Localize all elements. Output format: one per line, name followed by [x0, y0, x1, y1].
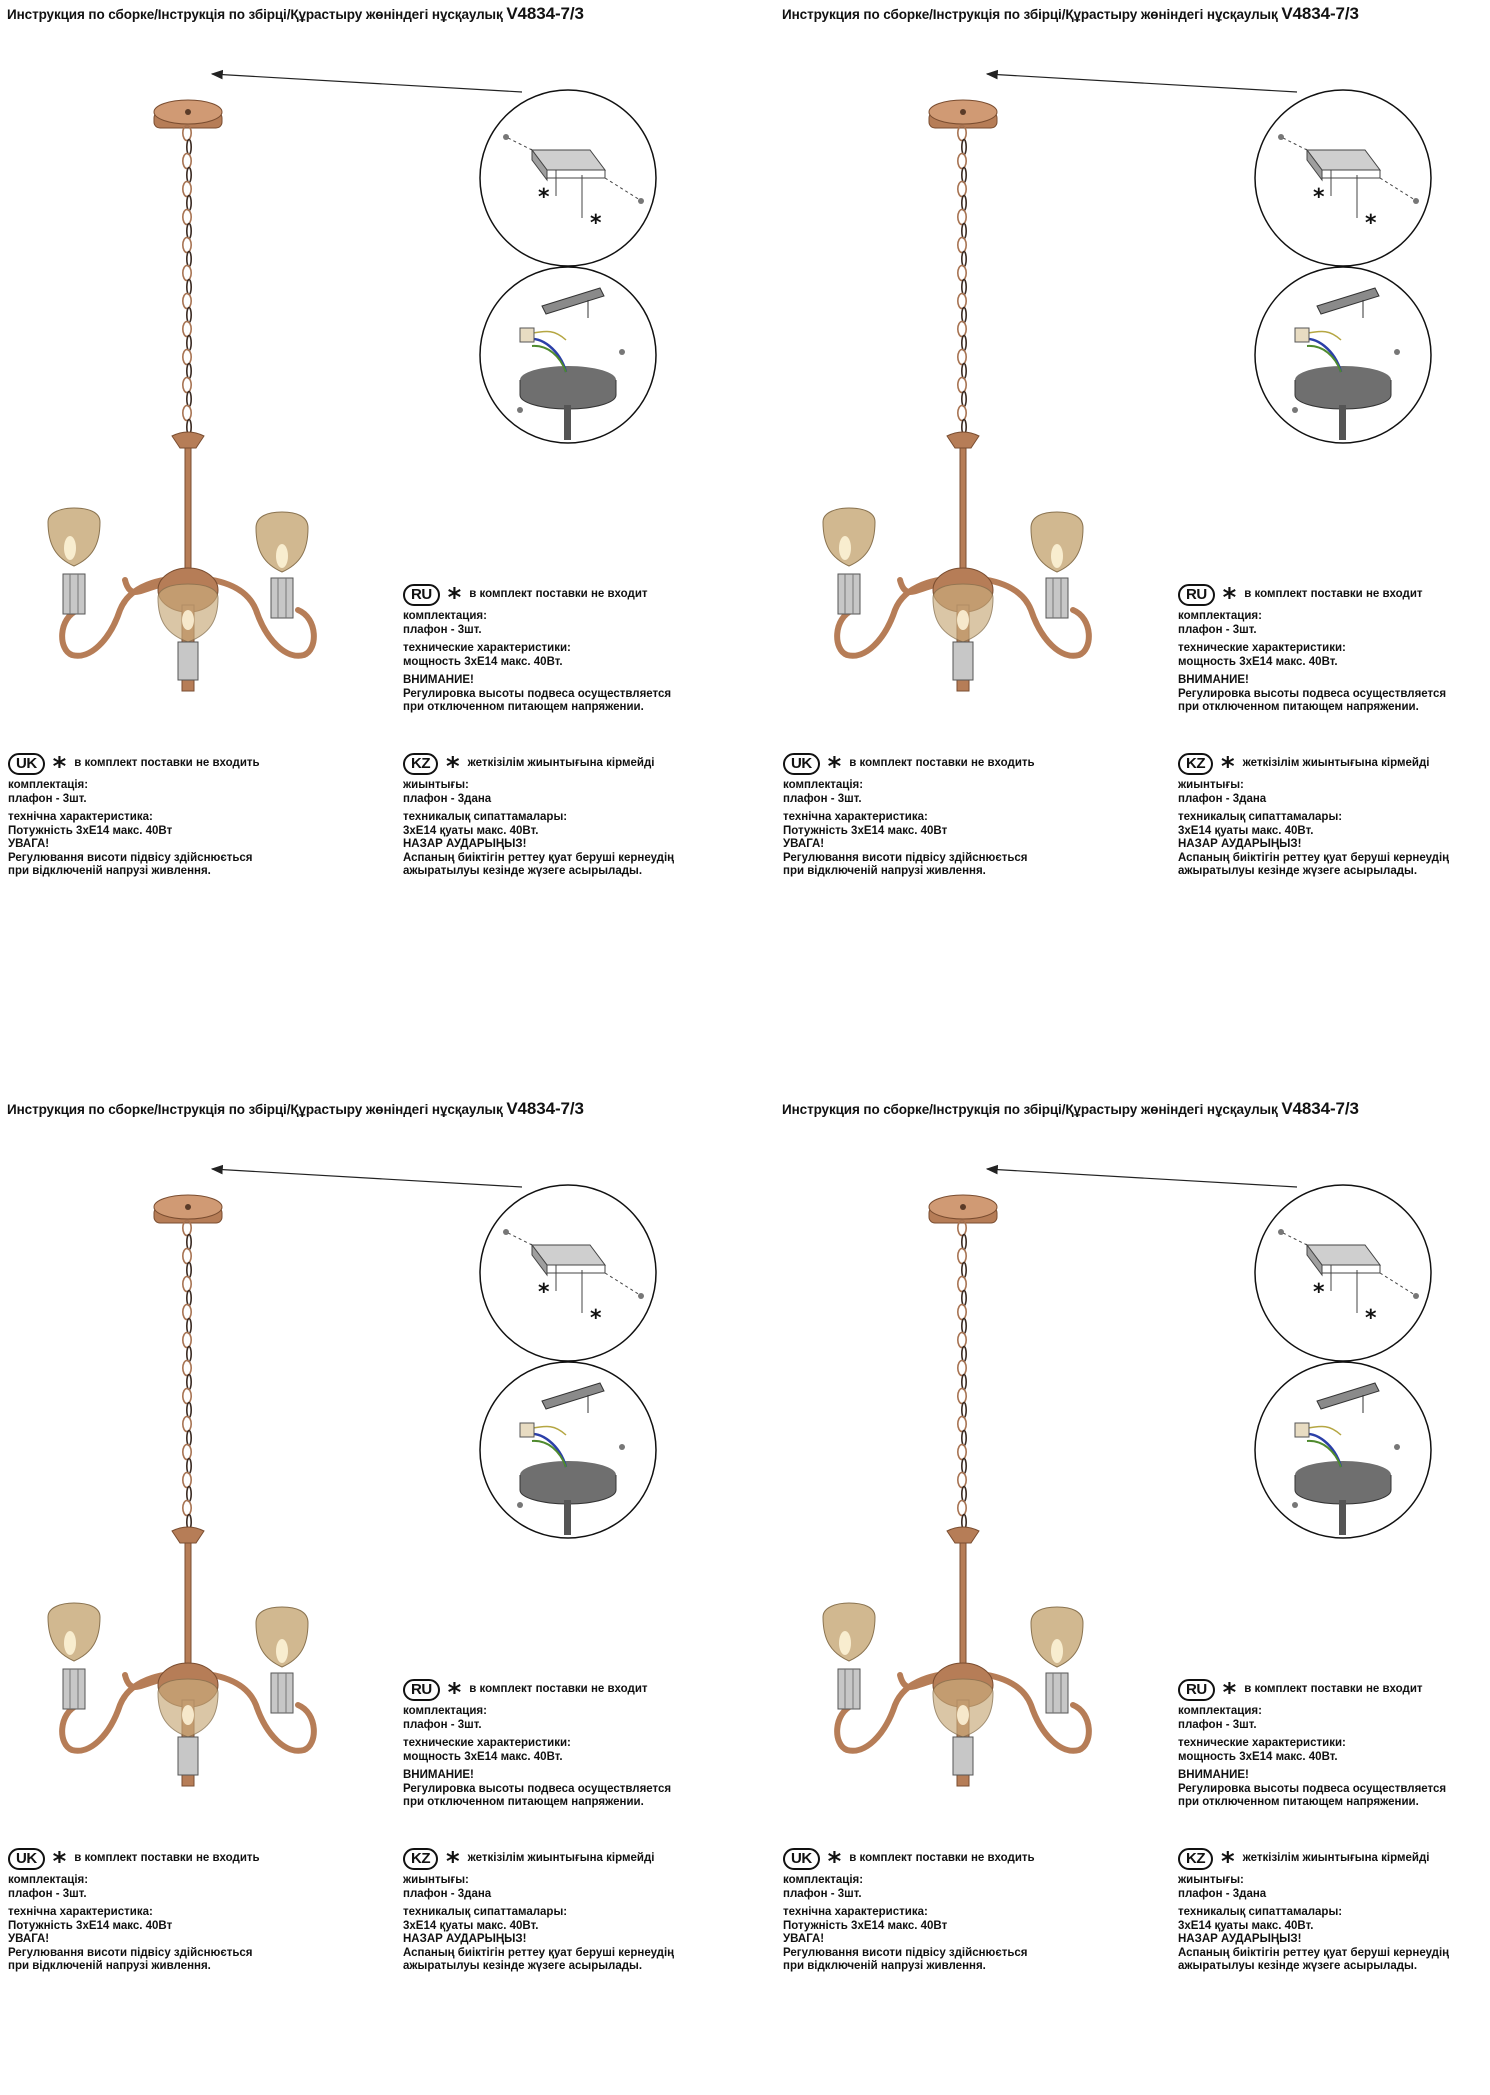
kz-badge: KZ: [1178, 1848, 1213, 1870]
chain-link: [187, 1375, 191, 1390]
ru-warning-label: ВНИМАНИЕ!: [403, 1769, 474, 1781]
kz-not-included-note: жеткізілім жиынтығына кірмейді: [1242, 1852, 1430, 1865]
ru-specs-label: технические характеристики:: [403, 642, 571, 654]
ru-kit-label: комплектация:: [1178, 1705, 1262, 1717]
ru-specs-value: мощность 3хЕ14 макс. 40Вт.: [1178, 655, 1338, 668]
chain-link: [183, 1305, 191, 1320]
ceiling-canopy: [929, 100, 997, 128]
chain-link: [183, 154, 191, 169]
bracket-detail: [1255, 1185, 1431, 1361]
ceiling-canopy: [929, 1195, 997, 1223]
chain-link: [958, 1417, 966, 1432]
chain-link: [187, 140, 191, 155]
chain-link: [962, 280, 966, 295]
kz-kit-value: плафон - 3дана: [403, 792, 492, 805]
chain-link: [962, 1347, 966, 1362]
kz-kit-label: жиынтығы:: [403, 1874, 469, 1886]
kz-kit-label: жиынтығы:: [403, 779, 469, 791]
uk-kit-value: плафон - 3шт.: [783, 792, 862, 805]
instruction-sheet: [0, 0, 745, 1000]
chain: [183, 126, 191, 435]
chain-link: [183, 1361, 191, 1376]
kz-specs-label: техникалық сипаттамалары:: [1178, 1906, 1343, 1918]
uk-kit-label: комплектація:: [783, 1874, 864, 1886]
kz-warning-line2: ажыратылуы кезінде жүзеге асырылады.: [403, 865, 643, 877]
chain-link: [183, 406, 191, 421]
chain-link: [958, 210, 966, 225]
uk-badge: UK: [8, 1848, 45, 1870]
asterisk-icon: *: [827, 752, 842, 782]
uk-not-included-note: в комплект поставки не входить: [74, 757, 260, 770]
chain-link: [187, 1347, 191, 1362]
chain-link: [958, 1305, 966, 1320]
chain-link: [187, 1291, 191, 1306]
chain-link: [187, 168, 191, 183]
ru-specs-label: технические характеристики:: [403, 1737, 571, 1749]
chain-link: [183, 350, 191, 365]
chain-link: [183, 1417, 191, 1432]
chain-link: [962, 308, 966, 323]
uk-specs-label: технічна характеристика:: [783, 1906, 928, 1918]
chain-link: [183, 1249, 191, 1264]
chain-link: [962, 364, 966, 379]
uk-warning-line2: при відключеній напрузі живлення.: [8, 1960, 211, 1972]
chain-link: [962, 1459, 966, 1474]
asterisk-icon: *: [590, 1306, 602, 1331]
ru-warning-line1: Регулировка высоты подвеса осуществляется: [1178, 1782, 1447, 1795]
ru-kit-value: плафон - 3шт.: [1178, 1718, 1257, 1731]
kz-kit-value: плафон - 3дана: [1178, 792, 1267, 805]
asterisk-icon: *: [52, 1847, 67, 1877]
uk-not-included-note: в комплект поставки не входить: [849, 757, 1035, 770]
kz-specs-label: техникалық сипаттамалары:: [1178, 811, 1343, 823]
kz-specs-label: техникалық сипаттамалары:: [403, 1906, 568, 1918]
left-shade: [823, 1603, 875, 1709]
ru-warning-line2: при отключенном питающем напряжении.: [1178, 701, 1419, 713]
right-shade: [1031, 512, 1083, 618]
chain-link: [187, 252, 191, 267]
uk-warning-label: УВАГА!: [8, 838, 50, 850]
chain-link: [187, 1403, 191, 1418]
chain-link: [962, 1263, 966, 1278]
chain-link: [962, 1291, 966, 1306]
uk-warning-line1: Регулювання висоти підвісу здійснюється: [8, 1946, 253, 1959]
uk-warning-label: УВАГА!: [783, 1933, 825, 1945]
kz-warning-line1: Аспаның биіктігін реттеу қуат беруші кернеудің: [1178, 1946, 1450, 1959]
chain-link: [187, 1263, 191, 1278]
ru-specs-value: мощность 3хЕ14 макс. 40Вт.: [403, 1750, 563, 1763]
ru-badge: RU: [1178, 1679, 1215, 1701]
asterisk-icon: *: [1222, 1678, 1237, 1708]
wiring-detail: [480, 267, 656, 443]
kz-specs-label: техникалық сипаттамалары:: [403, 811, 568, 823]
kz-warning-line2: ажыратылуы кезінде жүзеге асырылады.: [1178, 1960, 1418, 1972]
title-text: Инструкция по сборке/Інструкція по збірці/Құрастыру жөніндегі нұсқаулық: [782, 1102, 1278, 1117]
bracket-detail: [480, 1185, 656, 1361]
chain-link: [958, 1389, 966, 1404]
kz-section: [1178, 1847, 1449, 1974]
chain-link: [183, 1333, 191, 1348]
left-shade: [823, 508, 875, 614]
uk-warning-line2: при відключеній напрузі живлення.: [783, 865, 986, 877]
asterisk-icon: *: [1313, 1280, 1325, 1305]
uk-badge: UK: [783, 1848, 820, 1870]
ru-kit-value: плафон - 3шт.: [1178, 623, 1257, 636]
rod: [947, 1527, 979, 1673]
model-code: V4834-7/3: [506, 1099, 584, 1118]
chain-link: [183, 182, 191, 197]
asterisk-icon: *: [1222, 583, 1237, 613]
chain-link: [962, 1403, 966, 1418]
rod: [172, 1527, 204, 1673]
right-shade: [1031, 1607, 1083, 1713]
chain-link: [958, 378, 966, 393]
chain-link: [962, 224, 966, 239]
chain-link: [958, 1277, 966, 1292]
instruction-sheet: [0, 1095, 745, 2095]
chain-link: [958, 1501, 966, 1516]
pointer-arrow: [987, 74, 1297, 92]
ru-specs-value: мощность 3хЕ14 макс. 40Вт.: [403, 655, 563, 668]
uk-specs-label: технічна характеристика:: [783, 811, 928, 823]
chain-link: [183, 1389, 191, 1404]
ru-kit-value: плафон - 3шт.: [403, 623, 482, 636]
kz-warning-line1: Аспаның биіктігін реттеу қуат беруші кернеудің: [1178, 851, 1450, 864]
asterisk-icon: *: [538, 1280, 550, 1305]
uk-warning-label: УВАГА!: [783, 838, 825, 850]
asterisk-icon: *: [590, 211, 602, 236]
chain-link: [962, 140, 966, 155]
bracket-detail: [480, 90, 656, 266]
pointer-arrow: [212, 74, 522, 92]
asterisk-icon: *: [446, 1847, 460, 1877]
title-text: Инструкция по сборке/Інструкція по збірці/Құрастыру жөніндегі нұсқаулық: [782, 7, 1278, 22]
rod: [947, 432, 979, 578]
model-code: V4834-7/3: [1281, 4, 1359, 23]
kz-specs-value: 3хЕ14 қуаты макс. 40Вт.: [1178, 824, 1314, 837]
chain-link: [187, 196, 191, 211]
chain-link: [187, 364, 191, 379]
ru-not-included-note: в комплект поставки не входит: [1244, 588, 1423, 601]
ceiling-canopy: [154, 100, 222, 128]
center-shade: [158, 1679, 218, 1775]
ru-warning-label: ВНИМАНИЕ!: [403, 674, 474, 686]
uk-warning-line1: Регулювання висоти підвісу здійснюється: [783, 1946, 1028, 1959]
chain-link: [183, 1277, 191, 1292]
chain-link: [958, 406, 966, 421]
chain: [183, 1221, 191, 1530]
chain-link: [183, 294, 191, 309]
uk-warning-label: УВАГА!: [8, 1933, 50, 1945]
asterisk-icon: *: [52, 752, 67, 782]
chain-link: [187, 224, 191, 239]
chain-link: [183, 322, 191, 337]
instruction-sheet: [775, 1095, 1490, 2095]
kz-warning-label: НАЗАР АУДАРЫҢЫЗ!: [403, 838, 527, 850]
title-text: Инструкция по сборке/Інструкція по збірці/Құрастыру жөніндегі нұсқаулық: [7, 7, 503, 22]
kz-badge: KZ: [403, 753, 438, 775]
uk-specs-label: технічна характеристика:: [8, 811, 153, 823]
pointer-arrow: [987, 1169, 1297, 1187]
kz-specs-value: 3хЕ14 қуаты макс. 40Вт.: [1178, 1919, 1314, 1932]
ru-badge: RU: [403, 584, 440, 606]
uk-kit-label: комплектація:: [783, 779, 864, 791]
kz-warning-label: НАЗАР АУДАРЫҢЫЗ!: [1178, 1933, 1302, 1945]
bracket-detail: [1255, 90, 1431, 266]
kz-not-included-note: жеткізілім жиынтығына кірмейді: [1242, 757, 1430, 770]
title-text: Инструкция по сборке/Інструкція по збірці/Құрастыру жөніндегі нұсқаулық: [7, 1102, 503, 1117]
uk-section: [783, 752, 1035, 879]
uk-warning-line2: при відключеній напрузі живлення.: [783, 1960, 986, 1972]
ru-not-included-note: в комплект поставки не входит: [469, 1683, 648, 1696]
chain-link: [962, 1375, 966, 1390]
uk-specs-label: технічна характеристика:: [8, 1906, 153, 1918]
chain-link: [187, 392, 191, 407]
ceiling-canopy: [154, 1195, 222, 1223]
wiring-detail: [480, 1362, 656, 1538]
uk-badge: UK: [783, 753, 820, 775]
ru-specs-label: технические характеристики:: [1178, 1737, 1346, 1749]
chain-link: [187, 308, 191, 323]
chain-link: [962, 392, 966, 407]
chain-link: [183, 1501, 191, 1516]
asterisk-icon: *: [1221, 1847, 1235, 1877]
uk-kit-value: плафон - 3шт.: [8, 1887, 87, 1900]
chain-link: [187, 336, 191, 351]
chain-link: [183, 210, 191, 225]
uk-specs-value: Потужність 3хЕ14 макс. 40Вт: [8, 1919, 173, 1932]
wiring-detail: [1255, 267, 1431, 443]
chain-link: [183, 1473, 191, 1488]
asterisk-icon: *: [1313, 185, 1325, 210]
kz-badge: KZ: [1178, 753, 1213, 775]
uk-specs-value: Потужність 3хЕ14 макс. 40Вт: [783, 824, 948, 837]
ru-kit-label: комплектация:: [1178, 610, 1262, 622]
chain-link: [187, 1235, 191, 1250]
ru-kit-label: комплектация:: [403, 1705, 487, 1717]
uk-section: [8, 752, 260, 879]
ru-warning-line2: при отключенном питающем напряжении.: [1178, 1796, 1419, 1808]
model-code: V4834-7/3: [1281, 1099, 1359, 1118]
kz-specs-value: 3хЕ14 қуаты макс. 40Вт.: [403, 1919, 539, 1932]
right-shade: [256, 1607, 308, 1713]
chain-link: [958, 182, 966, 197]
ru-badge: RU: [1178, 584, 1215, 606]
uk-not-included-note: в комплект поставки не входить: [74, 1852, 260, 1865]
center-shade: [933, 584, 993, 680]
rod: [172, 432, 204, 578]
ru-section: [403, 1678, 671, 1810]
kz-kit-value: плафон - 3дана: [403, 1887, 492, 1900]
asterisk-icon: *: [1365, 1306, 1377, 1331]
chain-link: [958, 1249, 966, 1264]
ru-warning-line1: Регулировка высоты подвеса осуществляется: [403, 1782, 672, 1795]
kz-badge: KZ: [403, 1848, 438, 1870]
kz-not-included-note: жеткізілім жиынтығына кірмейді: [467, 757, 655, 770]
ru-badge: RU: [403, 1679, 440, 1701]
ru-not-included-note: в комплект поставки не входит: [469, 588, 648, 601]
asterisk-icon: *: [447, 583, 462, 613]
ru-not-included-note: в комплект поставки не входит: [1244, 1683, 1423, 1696]
kz-warning-line1: Аспаның биіктігін реттеу қуат беруші кернеудің: [403, 851, 675, 864]
uk-kit-value: плафон - 3шт.: [8, 792, 87, 805]
chain-link: [958, 238, 966, 253]
ru-section: [1178, 583, 1446, 715]
uk-not-included-note: в комплект поставки не входить: [849, 1852, 1035, 1865]
chain-link: [962, 336, 966, 351]
kz-section: [1178, 752, 1449, 879]
kz-warning-line2: ажыратылуы кезінде жүзеге асырылады.: [1178, 865, 1418, 877]
chain-link: [183, 378, 191, 393]
ru-warning-label: ВНИМАНИЕ!: [1178, 674, 1249, 686]
uk-specs-value: Потужність 3хЕ14 макс. 40Вт: [783, 1919, 948, 1932]
kz-warning-label: НАЗАР АУДАРЫҢЫЗ!: [1178, 838, 1302, 850]
kz-not-included-note: жеткізілім жиынтығына кірмейді: [467, 1852, 655, 1865]
left-shade: [48, 508, 100, 614]
chain-link: [958, 294, 966, 309]
ru-section: [403, 583, 671, 715]
model-code: V4834-7/3: [506, 4, 584, 23]
uk-section: [8, 1847, 260, 1974]
ru-specs-label: технические характеристики:: [1178, 642, 1346, 654]
kz-kit-label: жиынтығы:: [1178, 779, 1244, 791]
ru-warning-line2: при отключенном питающем напряжении.: [403, 1796, 644, 1808]
ru-section: [1178, 1678, 1446, 1810]
chain-link: [958, 1333, 966, 1348]
chain-link: [183, 1445, 191, 1460]
center-shade: [933, 1679, 993, 1775]
chain-link: [187, 280, 191, 295]
kz-warning-line1: Аспаның биіктігін реттеу қуат беруші кернеудің: [403, 1946, 675, 1959]
chain-link: [958, 266, 966, 281]
uk-kit-value: плафон - 3шт.: [783, 1887, 862, 1900]
ru-specs-value: мощность 3хЕ14 макс. 40Вт.: [1178, 1750, 1338, 1763]
kz-kit-value: плафон - 3дана: [1178, 1887, 1267, 1900]
asterisk-icon: *: [1365, 211, 1377, 236]
chain-link: [962, 252, 966, 267]
uk-warning-line1: Регулювання висоти підвісу здійснюється: [8, 851, 253, 864]
pointer-arrow: [212, 1169, 522, 1187]
kz-kit-label: жиынтығы:: [1178, 1874, 1244, 1886]
chain: [958, 1221, 966, 1530]
chain-link: [962, 1487, 966, 1502]
asterisk-icon: *: [447, 1678, 462, 1708]
ru-warning-label: ВНИМАНИЕ!: [1178, 1769, 1249, 1781]
chain-link: [183, 238, 191, 253]
uk-badge: UK: [8, 753, 45, 775]
chain-link: [187, 1487, 191, 1502]
kz-section: [403, 752, 674, 879]
uk-kit-label: комплектація:: [8, 1874, 89, 1886]
instruction-sheet: [775, 0, 1490, 1000]
kz-section: [403, 1847, 674, 1974]
chain-link: [187, 1319, 191, 1334]
uk-specs-value: Потужність 3хЕ14 макс. 40Вт: [8, 824, 173, 837]
asterisk-icon: *: [538, 185, 550, 210]
asterisk-icon: *: [1221, 752, 1235, 782]
chain-link: [962, 1319, 966, 1334]
chain-link: [962, 168, 966, 183]
chain-link: [183, 266, 191, 281]
asterisk-icon: *: [446, 752, 460, 782]
ru-kit-value: плафон - 3шт.: [403, 1718, 482, 1731]
chain-link: [958, 1473, 966, 1488]
kz-warning-label: НАЗАР АУДАРЫҢЫЗ!: [403, 1933, 527, 1945]
uk-kit-label: комплектація:: [8, 779, 89, 791]
chain-link: [958, 154, 966, 169]
asterisk-icon: *: [827, 1847, 842, 1877]
chain-link: [958, 322, 966, 337]
chain-link: [962, 196, 966, 211]
uk-warning-line2: при відключеній напрузі живлення.: [8, 865, 211, 877]
center-shade: [158, 584, 218, 680]
chain-link: [962, 1235, 966, 1250]
left-shade: [48, 1603, 100, 1709]
ru-warning-line1: Регулировка высоты подвеса осуществляется: [1178, 687, 1447, 700]
kz-specs-value: 3хЕ14 қуаты макс. 40Вт.: [403, 824, 539, 837]
right-shade: [256, 512, 308, 618]
wiring-detail: [1255, 1362, 1431, 1538]
chain-link: [187, 1459, 191, 1474]
uk-section: [783, 1847, 1035, 1974]
chain-link: [187, 1431, 191, 1446]
uk-warning-line1: Регулювання висоти підвісу здійснюється: [783, 851, 1028, 864]
kz-warning-line2: ажыратылуы кезінде жүзеге асырылады.: [403, 1960, 643, 1972]
chain-link: [958, 1445, 966, 1460]
chain: [958, 126, 966, 435]
ru-warning-line1: Регулировка высоты подвеса осуществляется: [403, 687, 672, 700]
ru-warning-line2: при отключенном питающем напряжении.: [403, 701, 644, 713]
ru-kit-label: комплектация:: [403, 610, 487, 622]
chain-link: [962, 1431, 966, 1446]
chain-link: [958, 1361, 966, 1376]
chain-link: [958, 350, 966, 365]
